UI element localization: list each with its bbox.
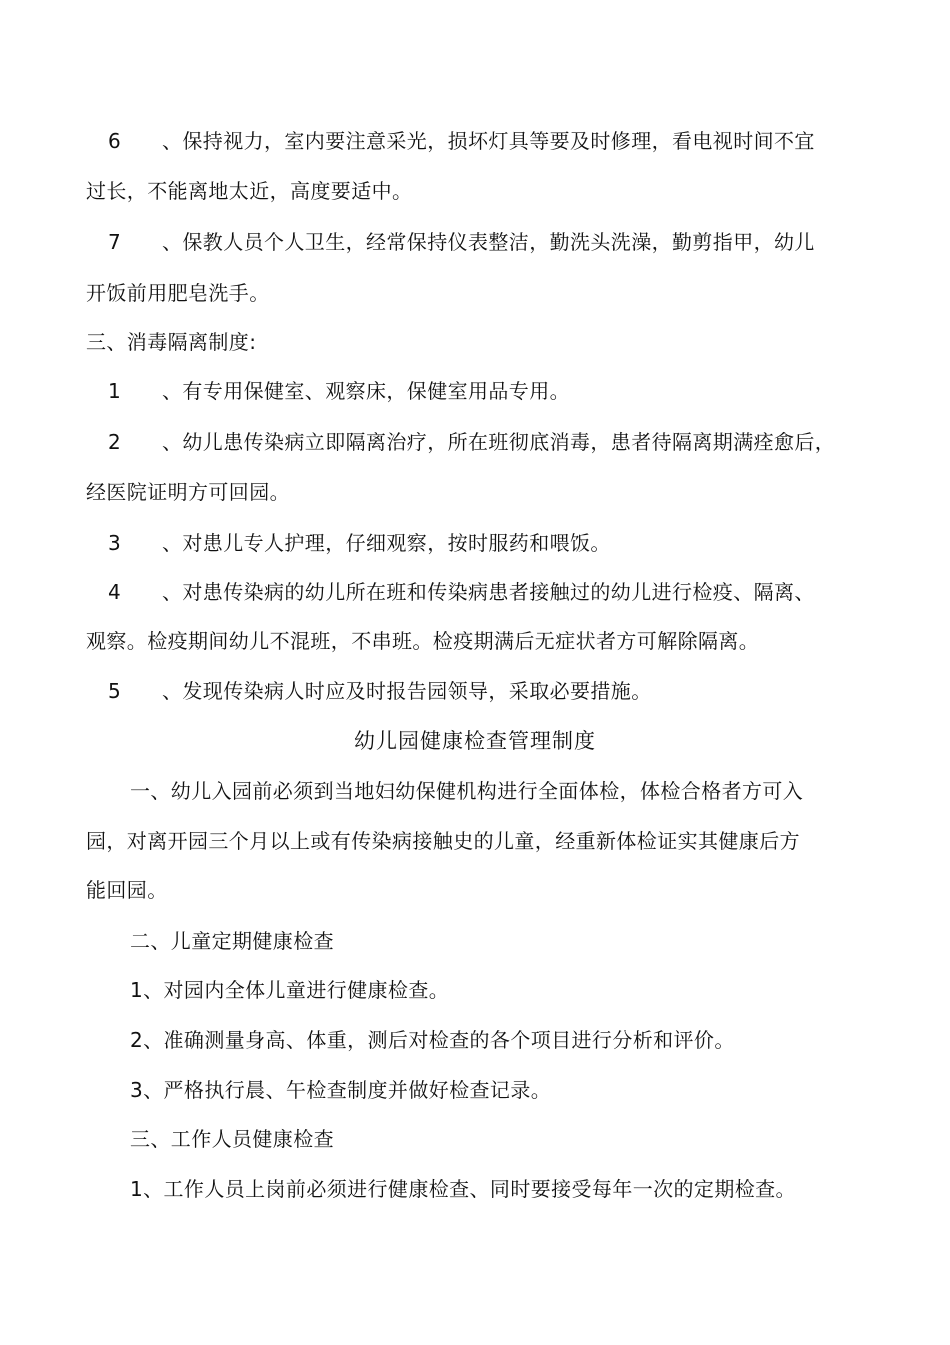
item-text: 、保持视力，室内要注意采光，损坏灯具等要及时修理，看电视时间不宜	[162, 129, 815, 153]
item-text: 、对患儿专人护理，仔细观察，按时服药和喂饭。	[162, 531, 611, 555]
paragraph-admission-line2: 园，对离开园三个月以上或有传染病接触史的儿童，经重新体检证实其健康后方	[86, 829, 800, 853]
item-2-continuation: 经医院证明方可回园。	[86, 480, 290, 504]
section-heading-staff-check: 三、工作人员健康检查	[130, 1127, 334, 1151]
item-text: 、有专用保健室、观察床，保健室用品专用。	[162, 379, 570, 403]
child-check-item-2: 2、准确测量身高、体重，测后对检查的各个项目进行分析和评价。	[130, 1028, 735, 1052]
list-item-5	[108, 678, 652, 704]
item-number: 5	[108, 679, 122, 703]
child-check-item-1: 1、对园内全体儿童进行健康检查。	[130, 978, 450, 1002]
item-text: 、保教人员个人卫生，经常保持仪表整洁，勤洗头洗澡，勤剪指甲，幼儿	[162, 230, 815, 254]
item-number: 2	[108, 430, 122, 454]
item-number: 7	[108, 230, 122, 254]
item-text: 、幼儿患传染病立即隔离治疗，所在班彻底消毒，患者待隔离期满痊愈后，	[162, 430, 836, 454]
paragraph-admission-line1: 一、幼儿入园前必须到当地妇幼保健机构进行全面体检，体检合格者方可入	[130, 779, 804, 803]
list-item-6	[108, 128, 815, 154]
item-text: 、对患传染病的幼儿所在班和传染病患者接触过的幼儿进行检疫、隔离、	[162, 580, 815, 604]
item-7-continuation: 开饭前用肥皂洗手。	[86, 281, 270, 305]
document-title: 幼儿园健康检查管理制度	[354, 729, 596, 753]
item-4-continuation: 观察。检疫期间幼儿不混班，不串班。检疫期满后无症状者方可解除隔离。	[86, 629, 760, 653]
list-item-2	[108, 429, 835, 455]
staff-check-item-1: 1、工作人员上岗前必须进行健康检查、同时要接受每年一次的定期检查。	[130, 1177, 796, 1201]
section-heading-child-check: 二、儿童定期健康检查	[130, 929, 334, 953]
item-number: 6	[108, 129, 122, 153]
list-item-7	[108, 229, 815, 255]
section-heading-disinfection: 三、消毒隔离制度:	[86, 330, 257, 354]
item-6-continuation: 过长，不能离地太近，高度要适中。	[86, 179, 413, 203]
paragraph-admission-line3: 能回园。	[86, 878, 168, 902]
item-number: 1	[108, 379, 122, 403]
list-item-1	[108, 378, 570, 404]
child-check-item-3: 3、严格执行晨、午检查制度并做好检查记录。	[130, 1078, 552, 1102]
list-item-3	[108, 530, 611, 556]
item-number: 3	[108, 531, 122, 555]
item-number: 4	[108, 580, 122, 604]
item-text: 、发现传染病人时应及时报告园领导，采取必要措施。	[162, 679, 652, 703]
list-item-4	[108, 579, 815, 605]
